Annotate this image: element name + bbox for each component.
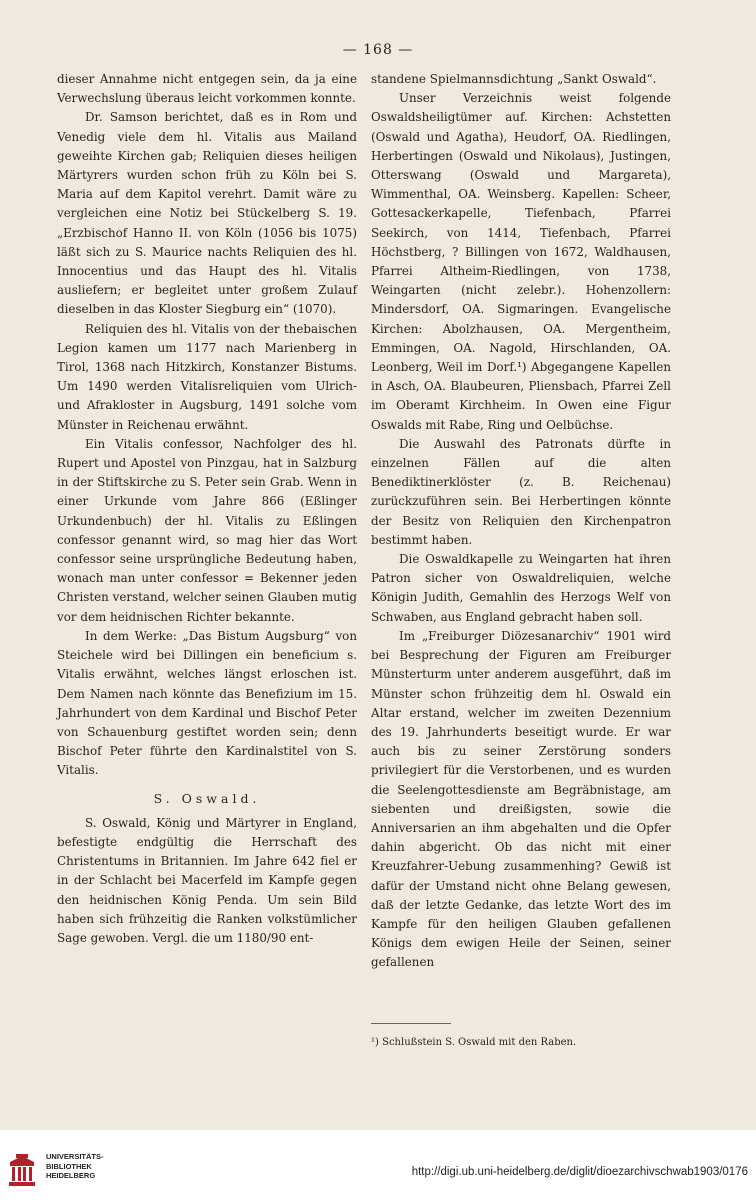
right-column	[371, 70, 671, 973]
source-url-link[interactable]: http://digi.ub.uni-heidelberg.de/diglit/dioezarchivschwab1903/0176	[411, 1166, 748, 1178]
paragraph: Unser Verzeichnis weist folgende Oswaldsheiligtümer auf. Kirchen: Achstetten (Oswald und Agatha), Heudorf, OA. Riedlingen, Herbertingen (Oswald und Nikolaus), Justingen, Otterswang (Oswald und Margareta), Wimmenthal, OA. Weinsberg. Kapellen: Scheer, Gottesackerkapelle, Tiefenbach, Pfarrei Seekirch, von 1414, Tiefenbach, Pfarrei Höchstberg, ? Billingen von 1672, Waldhausen, Pfarrei Altheim-Riedlingen, von 1738, Weingarten (nicht zelebr.). Hohenzollern: Mindersdorf, OA. Sigmaringen. Evangelische Kirchen: Abolzhausen, OA. Mergentheim, Emmingen, OA. Nagold, Hirschlanden, OA. Leonberg, Weil im Dorf.¹) Abgegangene Kapellen in Asch, OA. Blaubeuren, Pliensbach, Pfarrei Zell im Oberamt Kirchheim. In Owen eine Figur Oswalds mit Rabe, Ring und Oelbüchse.	[371, 91, 671, 432]
footnote	[371, 1036, 671, 1050]
library-line: BIBLIOTHEK	[46, 1161, 92, 1171]
footnote-marker: ¹)	[371, 1037, 379, 1048]
paragraph: Reliquien des hl. Vitalis von der thebaischen Legion kamen um 1177 nach Marienberg in Tirol, 1368 nach Hitzkirch, Konstanzer Bistums. Um 1490 werden Vitalisreliquien vom Ulrich- und Afrakloster in Augsburg, 1491 solche vom Münster in Reichenau erwähnt.	[57, 321, 357, 432]
paragraph: Ein Vitalis confessor, Nachfolger des hl. Rupert und Apostel von Pinzgau, hat in Salzburg in der Stiftskirche zu S. Peter sein Grab. Wenn in einer Urkunde vom Jahre 866 (Eßlinger Urkundenbuch) der hl. Vitalis zu Eßlingen confessor genannt wird, so mag hier das Wort confessor seine ursprüngliche Bedeutung haben, wonach man unter confessor = Bekenner jeden Christen verstand, welcher seinen Glauben mutig vor dem heidnischen Richter bekannte.	[57, 436, 358, 624]
footer-bar	[0, 1130, 756, 1200]
paragraph: Dr. Samson berichtet, daß es in Rom und Venedig viele dem hl. Vitalis aus Mailand geweihte Kirchen gab; Reliquien dieses heiligen Märtyrers wurden schon früh zu Köln bei S. Maria auf dem Kapitol verehrt. Damit wäre zu vergleichen eine Notiz bei Stückelberg S. 19. „Erzbischof Hanno II. von Köln (1056 bis 1075) läßt sich zu S. Maurice nachts Reliquien des hl. Innocentius und das Haupt des hl. Vitalis ausliefern; er begleitet unter großem Zulauf dieselben in das Kloster Siegburg ein“ (1070).	[57, 110, 357, 317]
left-column	[57, 70, 357, 948]
paragraph: S. Oswald, König und Märtyrer in England, befestigte endgültig die Herrschaft des Christentums in Britannien. Im Jahre 642 fiel er in der Schlacht bei Macerfeld im Kampfe gegen den heidnischen König Penda. Um sein Bild haben sich frühzeitig die Ranken volkstümlicher Sage gewoben. Vergl. die um 1180/90 ent-	[57, 815, 357, 945]
paragraph: standene Spielmannsdichtung „Sankt Oswald“.	[371, 72, 657, 86]
university-seal-icon[interactable]	[6, 1152, 38, 1188]
section-heading: S. Oswald.	[153, 790, 261, 806]
paragraph: Die Auswahl des Patronats dürfte in einzelnen Fällen auf die alten Benediktinerklöster (z. B. Reichenau) zurückzuführen sein. Bei Herbertingen könnte der Besitz von Reliquien den Kirchenpatron bestimmt haben.	[371, 436, 671, 547]
library-line: UNIVERSITÄTS-	[46, 1152, 104, 1161]
paragraph: Die Oswaldkapelle zu Weingarten hat ihren Patron sicher von Oswaldreliquien, welche Königin Judith, Gemahlin des Herzogs Welf von Schwaben, aus England gebracht haben soll.	[371, 552, 671, 624]
footnote-divider	[371, 1023, 451, 1024]
page-number: — 168 —	[342, 42, 414, 58]
paragraph: Im „Freiburger Diözesanarchiv“ 1901 wird bei Besprechung der Figuren am Freiburger Münsterturm unter anderem ausgeführt, daß im Münster schon frühzeitig dem hl. Oswald ein Altar erstand, welcher im zweiten Dezennium des 19. Jahrhunderts beseitigt wurde. Er war auch bis zu seiner Zerstörung sonders privilegiert für die Verstorbenen, und es wurden die Seelengottesdienste am Begräbnistage, am siebenten und dreißigsten, sowie die Anniversarien an ihm abgehalten und die Opfer dahin abgericht. Ob das nicht mit einer Kreuzfahrer-Uebung zusammenhing? Gewiß ist dafür der Umstand nicht ohne Belang gewesen, daß der letzte Gedanke, das letzte Wort des im Kampfe für den heiligen Glauben gefallenen Königs dem ewigen Heile der Seinen, seiner gefallenen	[371, 628, 671, 970]
paragraph: In dem Werke: „Das Bistum Augsburg“ von Steichele wird bei Dillingen ein beneficium s. Vitalis erwähnt, welches längst erloschen ist. Dem Namen nach könnte das Benefizium im 15. Jahrhundert von dem Kardinal und Bischof Peter von Schauenburg gestiftet worden sein; denn Bischof Peter führte den Kardinalstitel von S. Vitalis.	[57, 628, 357, 778]
footnote-text: Schlußstein S. Oswald mit den Raben.	[382, 1037, 577, 1048]
library-line: HEIDELBERG	[46, 1171, 96, 1180]
paragraph: dieser Annahme nicht entgegen sein, da ja eine Verwechslung überaus leicht vorkommen konnte.	[57, 72, 357, 106]
library-name	[46, 1152, 104, 1181]
